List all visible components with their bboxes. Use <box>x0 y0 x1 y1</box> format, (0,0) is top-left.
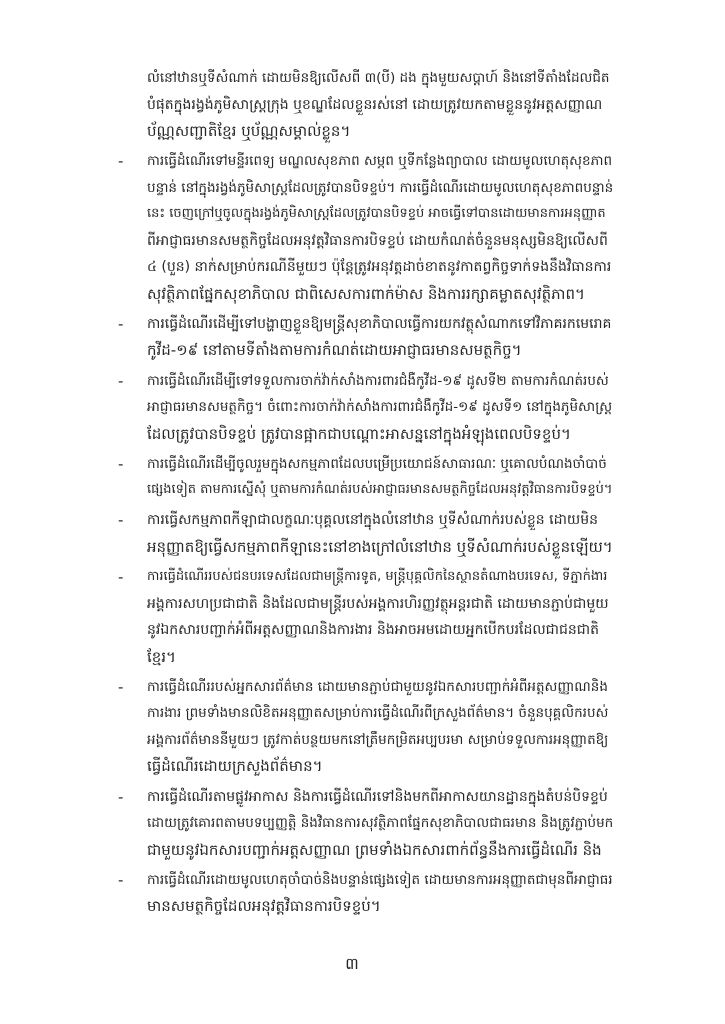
list-item-line: នេះ ចេញក្រៅឬចូលក្នុងរង្វង់ភូមិសាស្ត្រដែលត្រូវបានបិទខ្ទប់ អាចធ្វើទៅបានដោយមានការអនុញ្ញាត <box>147 206 606 222</box>
list-item-line: ការធ្វើដំណើរដើម្បីចូលរួមក្នុងសកម្មភាពដែលបម្រើប្រយោជន៍សាធារណៈ ឬគោលបំណងចាំបាច់ <box>147 455 607 472</box>
list-item-text <box>147 311 613 364</box>
bullet-marker: - <box>118 454 124 473</box>
list-item-line: ជាមួយនូវឯកសារបញ្ជាក់អត្តសញ្ញាណ ព្រមទាំងឯកសារពាក់ព័ន្ធនឹងការធ្វើដំណើរ និង <box>147 840 602 859</box>
bullet-marker: - <box>118 511 124 530</box>
list-item-text <box>147 148 613 307</box>
list-item <box>118 784 618 864</box>
list-item-line: ការធ្វើដំណើរទៅមន្ទីរពេទ្យ មណ្ឌលសុខភាព សម្ភព ឬទីកន្លែងព្យាបាល ដោយមូលហេតុសុខភាព <box>147 153 613 170</box>
list-item-line: បន្ទាន់ នៅក្នុងរង្វង់ភូមិសាស្ត្រដែលត្រូវបានបិទខ្ទប់។ ការធ្វើដំណើរដោយមូលហេតុសុខភាពបន្ទាន់ <box>147 179 613 196</box>
list-item <box>118 368 618 448</box>
list-item-line: កូវីដ-១៩ នៅតាមទីតាំងតាមការកំណត់ដោយអាជ្ញាធរមានសមត្ថកិច្ច។ <box>147 341 522 360</box>
list-item-line: អង្គការព័ត៌មាននីមួយៗ ត្រូវកាត់បន្ថយមកនៅត្រឹមកម្រិតអប្បបរមា សម្រាប់ទទួលការអនុញ្ញាតឱ្យ <box>147 731 609 748</box>
page-number: ៣ <box>345 954 359 973</box>
list-item-line: អាជ្ញាធរមានសមត្ថកិច្ច។ ចំពោះការចាក់វ៉ាក់សាំងការពារជំងឺកូវីដ-១៩ ដូសទី១ នៅក្នុងភូមិសាស្ត្រ <box>147 399 613 416</box>
list-item-line: នូវឯកសារបញ្ជាក់អំពីអត្តសញ្ញាណនិងការងារ និងអាចអមដោយអ្នកបើកបរដែលជាជនជាតិ <box>147 622 599 639</box>
list-item-text <box>147 507 613 560</box>
list-item-line: ធ្វើដំណើរដោយក្រសួងព័ត៌មាន។ <box>147 757 323 776</box>
list-item-line: អនុញ្ញាតឱ្យធ្វើសកម្មភាពកីឡានេះនៅខាងក្រៅលំនៅឋាន ឬទីសំណាក់របស់ខ្លួនឡើយ។ <box>147 537 613 556</box>
list-item-line: ការធ្វើដំណើរដើម្បីទៅទទួលការចាក់វ៉ាក់សាំងការពារជំងឺកូវីដ-១៩ ដូសទី២ តាមការកំណត់របស់ <box>147 372 609 389</box>
list-item-line: ដែលត្រូវបានបិទខ្ទប់ ត្រូវបានផ្អាកជាបណ្ដោះអាសន្ននៅក្នុងអំឡុងពេលបិទខ្ទប់។ <box>147 424 571 443</box>
bullet-marker: - <box>118 568 124 587</box>
list-item-line: ៤ (បួន) នាក់សម្រាប់ករណីនីមួយៗ ប៉ុន្តែត្រូវអនុវត្តដាច់ខាតនូវកាតព្វកិច្ចទាក់ទងនឹងវិធានការ <box>147 259 612 276</box>
list-item-text <box>147 451 613 504</box>
list-item-line: ការធ្វើដំណើរតាមផ្លូវអាកាស និងការធ្វើដំណើរទៅនិងមកពីអាកាសយានដ្ឋានក្នុងតំបន់បិទខ្ទប់ <box>147 788 608 805</box>
document-body <box>118 65 618 920</box>
list-item-line: ការធ្វើដំណើរដោយមូលហេតុចាំបាច់និងបន្ទាន់ផ្សេងទៀត ដោយមានការអនុញ្ញាតជាមុនពីអាជ្ញាធរ <box>147 871 613 888</box>
list-item-line: ការធ្វើដំណើររបស់អ្នកសារព័ត៌មាន ដោយមានភ្ជាប់ជាមួយនូវឯកសារបញ្ជាក់អំពីអត្តសញ្ញាណនិង <box>147 678 608 695</box>
list-item <box>118 674 618 780</box>
list-item-line: សុវត្ថិភាពផ្នែកសុខាភិបាល ជាពិសេសការពាក់ម៉ាស និងការរក្សាគម្លាតសុវត្ថិភាព។ <box>147 284 585 303</box>
list-item-line: ការធ្វើសកម្មភាពកីឡាជាលក្ខណៈបុគ្គលនៅក្នុងលំនៅឋាន ឬទីសំណាក់របស់ខ្លួន ដោយមិន <box>147 512 599 529</box>
bullet-marker: - <box>118 371 124 390</box>
list-item <box>118 867 618 920</box>
list-item <box>118 507 618 560</box>
list-item-line: ពីអាជ្ញាធរមានសមត្ថកិច្ចដែលអនុវត្តវិធានការបិទខ្ទប់ ដោយកំណត់ចំនួនមនុស្សមិនឱ្យលើសពី <box>147 232 608 249</box>
list-item <box>118 564 618 670</box>
list-item-line: ខ្មែរ។ <box>147 647 176 666</box>
list-item-line: ដោយត្រូវគោរពតាមបទប្បញ្ញត្តិ និងវិធានការសុវត្ថិភាពផ្នែកសុខាភិបាលជាធរមាន និងត្រូវភ្ជាប់មក <box>147 815 613 831</box>
list-item <box>118 451 618 504</box>
list-item-text <box>147 674 613 780</box>
list-item-line: ការងារ ព្រមទាំងមានលិខិតអនុញ្ញាតសម្រាប់ការធ្វើដំណើរពីក្រសួងព័ត៌មាន។ ចំនួនបុគ្គលិករបស់ <box>147 705 609 722</box>
list-item-line: ការធ្វើដំណើររបស់ជនបរទេសដែលជាមន្ត្រីការទូត, មន្ត្រីបុគ្គលិកនៃស្ថានតំណាងបរទេស, ទីភ្នាក់ងារ <box>147 569 608 585</box>
list-item-line: មានសមត្ថកិច្ចដែលអនុវត្តវិធានការបិទខ្ទប់។ <box>147 897 381 916</box>
list-item-line: ការធ្វើដំណើរដើម្បីទៅបង្ហាញខ្លួនឱ្យមន្ត្រីសុខាភិបាលធ្វើការយកវត្ថុសំណាកទៅវិភាគរកមេរោគ <box>147 315 612 332</box>
list-item <box>118 148 618 307</box>
intro-paragraph <box>118 65 613 145</box>
bullet-marker: - <box>118 152 124 171</box>
list-item-line: ផ្សេងទៀត តាមការស្នើសុំ ឬតាមការកំណត់របស់អាជ្ញាធរមានសមត្ថកិច្ចដែលអនុវត្តវិធានការបិទខ្ទប់។ <box>147 482 613 498</box>
list-item-text <box>147 867 613 920</box>
intro-line: ប័ណ្ណសញ្ជាតិខ្មែរ ឬប័ណ្ណសម្គាល់ខ្លួន។ <box>147 122 351 140</box>
bullet-marker: - <box>118 870 124 889</box>
bullet-marker: - <box>118 787 124 806</box>
bullet-marker: - <box>118 677 124 696</box>
list-item-line: អង្គការសហប្រជាជាតិ និងដែលជាមន្ត្រីរបស់អង្គការហិរញ្ញវត្ថុអន្តរជាតិ ដោយមានភ្ជាប់ជាមួយ <box>147 595 609 612</box>
intro-line: លំនៅឋានឬទីសំណាក់ ដោយមិនឱ្យលើសពី ៣(បី) ដង ក្នុងមួយសប្តាហ៍ និងនៅទីតាំងដែលជិត <box>147 70 610 86</box>
bullet-marker: - <box>118 314 124 333</box>
intro-line: បំផុតក្នុងរង្វង់ភូមិសាស្ត្រក្រុង ឬខណ្ឌដែលខ្លួនរស់នៅ ដោយត្រូវយកតាមខ្លួននូវអត្តសញ្ញាណ <box>147 96 603 113</box>
list-item-text <box>147 784 613 864</box>
list-item-text <box>147 564 613 670</box>
list-item <box>118 311 618 364</box>
list-item-text <box>147 368 613 448</box>
